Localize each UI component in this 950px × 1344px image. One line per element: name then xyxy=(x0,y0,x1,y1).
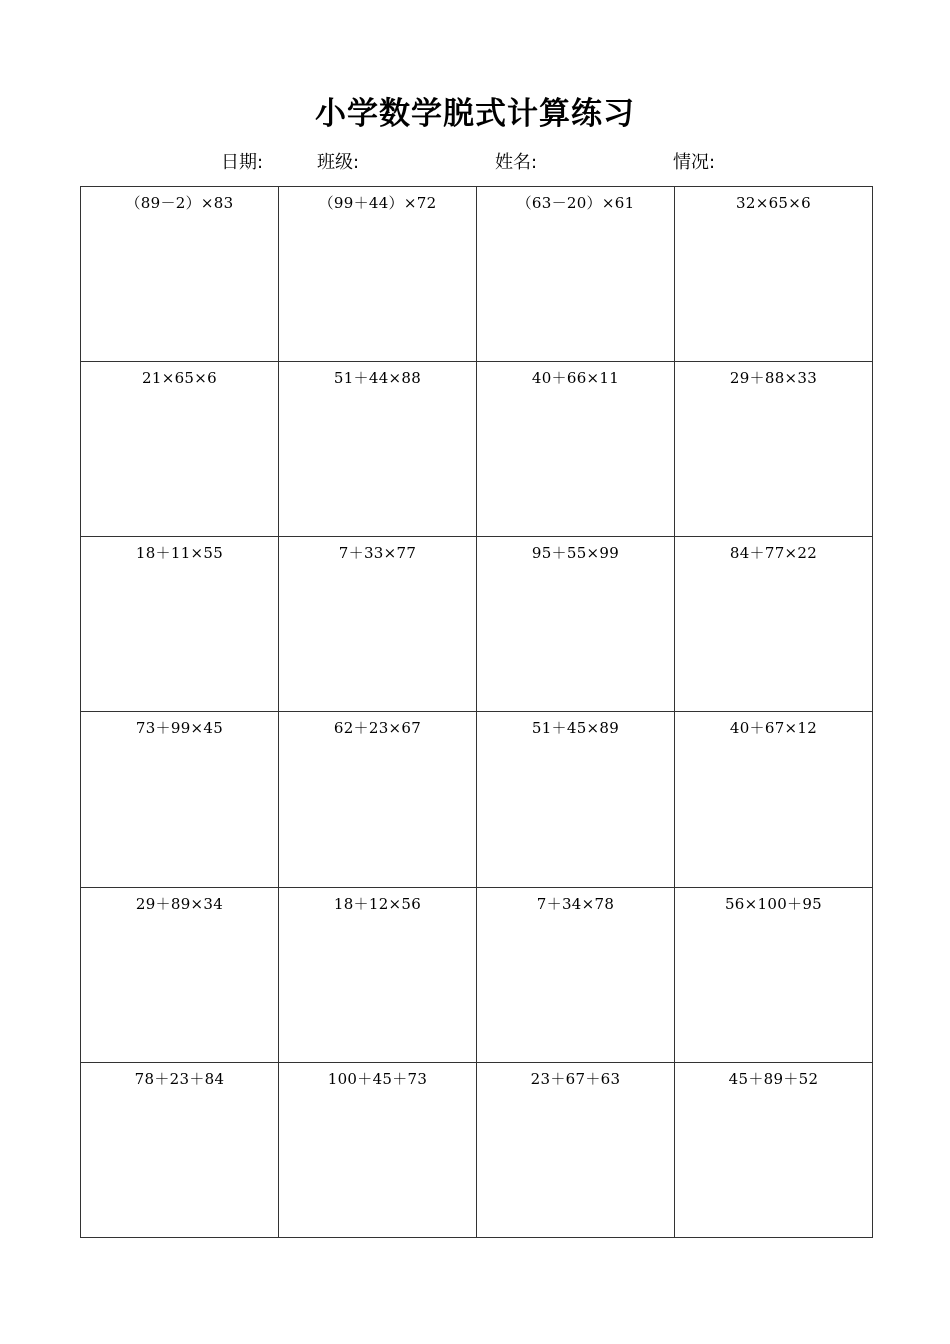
problem-cell[interactable] xyxy=(279,362,477,537)
problem-text: 7＋34×78 xyxy=(536,894,615,913)
problem-cell[interactable] xyxy=(279,537,477,712)
info-row xyxy=(0,149,950,177)
problem-text: 45＋89＋52 xyxy=(728,1069,819,1088)
problem-text: 95＋55×99 xyxy=(531,544,620,563)
problem-text: 78＋23＋84 xyxy=(134,1069,225,1088)
problem-cell[interactable] xyxy=(81,1062,279,1237)
problem-cell[interactable] xyxy=(81,362,279,537)
problem-text: 40＋67×12 xyxy=(729,719,818,738)
problem-cell[interactable] xyxy=(279,187,477,362)
problem-text: 62＋23×67 xyxy=(333,719,422,738)
class-label: 班级: xyxy=(317,152,360,173)
problem-row xyxy=(81,362,873,537)
problem-row xyxy=(81,537,873,712)
problem-cell[interactable] xyxy=(675,1062,873,1237)
problem-cell[interactable] xyxy=(477,187,675,362)
problem-text: 51＋45×89 xyxy=(531,719,620,738)
problem-cell[interactable] xyxy=(81,887,279,1062)
problem-text: （89－2）×83 xyxy=(125,194,234,212)
problem-text: 40＋66×11 xyxy=(531,369,620,388)
date-label: 日期: xyxy=(221,152,264,173)
problem-cell[interactable] xyxy=(279,887,477,1062)
problem-row xyxy=(81,887,873,1062)
problem-text: （63－20）×61 xyxy=(516,194,635,212)
problem-text: 32×65×6 xyxy=(736,194,811,212)
problem-cell[interactable] xyxy=(81,187,279,362)
problem-text: 73＋99×45 xyxy=(135,719,224,738)
problem-text: （99＋44）×72 xyxy=(318,194,437,212)
problem-row xyxy=(81,712,873,887)
problem-text: 56×100＋95 xyxy=(724,894,823,913)
problem-text: 29＋89×34 xyxy=(135,894,224,913)
problem-cell[interactable] xyxy=(279,1062,477,1237)
problem-cell[interactable] xyxy=(675,187,873,362)
problem-text: 18＋12×56 xyxy=(333,894,422,913)
problem-text: 7＋33×77 xyxy=(338,544,417,563)
problem-cell[interactable] xyxy=(675,362,873,537)
problem-text: 23＋67＋63 xyxy=(530,1069,621,1088)
problem-cell[interactable] xyxy=(477,887,675,1062)
status-label: 情况: xyxy=(673,152,716,173)
problem-cell[interactable] xyxy=(477,537,675,712)
problem-text: 100＋45＋73 xyxy=(327,1069,428,1088)
problem-cell[interactable] xyxy=(81,712,279,887)
problem-cell[interactable] xyxy=(675,712,873,887)
name-label: 姓名: xyxy=(495,152,538,173)
problem-cell[interactable] xyxy=(477,1062,675,1237)
problem-cell[interactable] xyxy=(675,537,873,712)
problem-text: 51＋44×88 xyxy=(333,369,422,388)
problem-cell[interactable] xyxy=(279,712,477,887)
problem-cell[interactable] xyxy=(675,887,873,1062)
problem-row xyxy=(81,187,873,362)
problem-text: 29＋88×33 xyxy=(729,369,818,388)
page-title: 小学数学脱式计算练习 xyxy=(315,96,635,132)
problem-text: 21×65×6 xyxy=(142,369,217,388)
problem-text: 84＋77×22 xyxy=(729,544,818,563)
problem-grid xyxy=(80,186,873,1238)
problem-row xyxy=(81,1062,873,1237)
problem-cell[interactable] xyxy=(477,362,675,537)
problem-cell[interactable] xyxy=(81,537,279,712)
problem-text: 18＋11×55 xyxy=(135,544,224,563)
problem-cell[interactable] xyxy=(477,712,675,887)
